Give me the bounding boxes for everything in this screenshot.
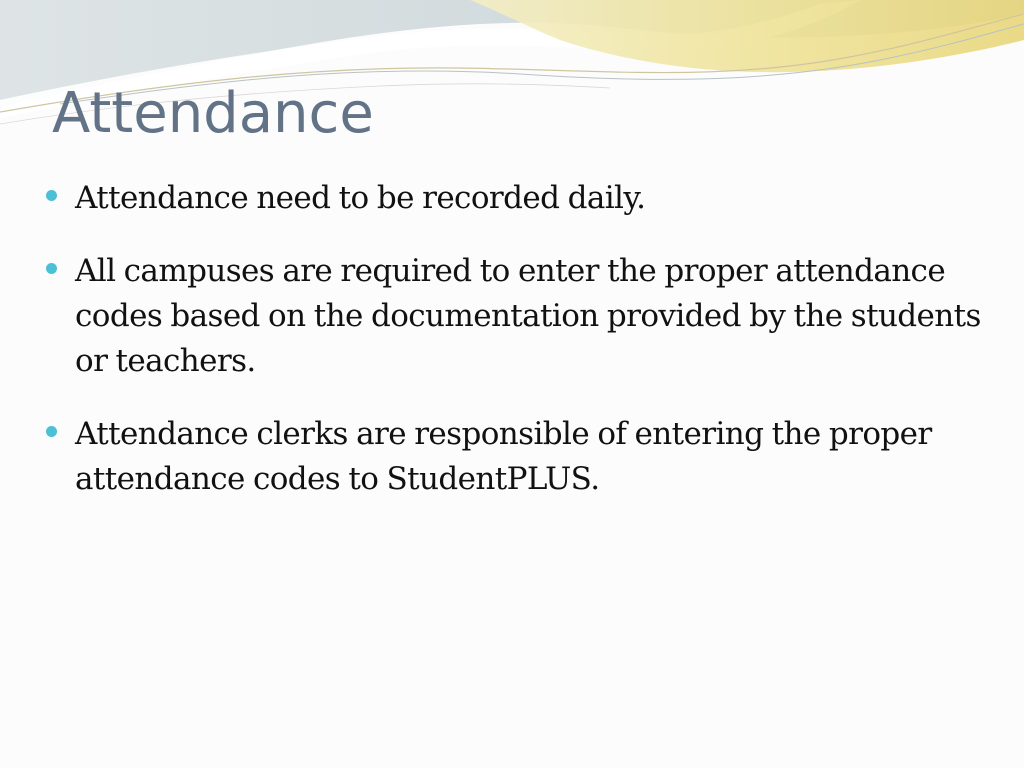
bullet-text: Attendance clerks are responsible of entering the proper attendance codes to StudentPLUS. [75, 416, 932, 497]
bullet-icon [46, 190, 57, 201]
list-item [44, 176, 994, 221]
slide-title: Attendance [52, 81, 374, 146]
bullet-list [44, 176, 994, 530]
bullet-text: Attendance need to be recorded daily. [75, 180, 646, 216]
bullet-icon [46, 263, 57, 274]
bullet-icon [46, 426, 57, 437]
bullet-text: All campuses are required to enter the proper attendance codes based on the documentation provided by the students or teachers. [75, 253, 981, 379]
list-item [44, 249, 994, 384]
list-item [44, 412, 994, 502]
